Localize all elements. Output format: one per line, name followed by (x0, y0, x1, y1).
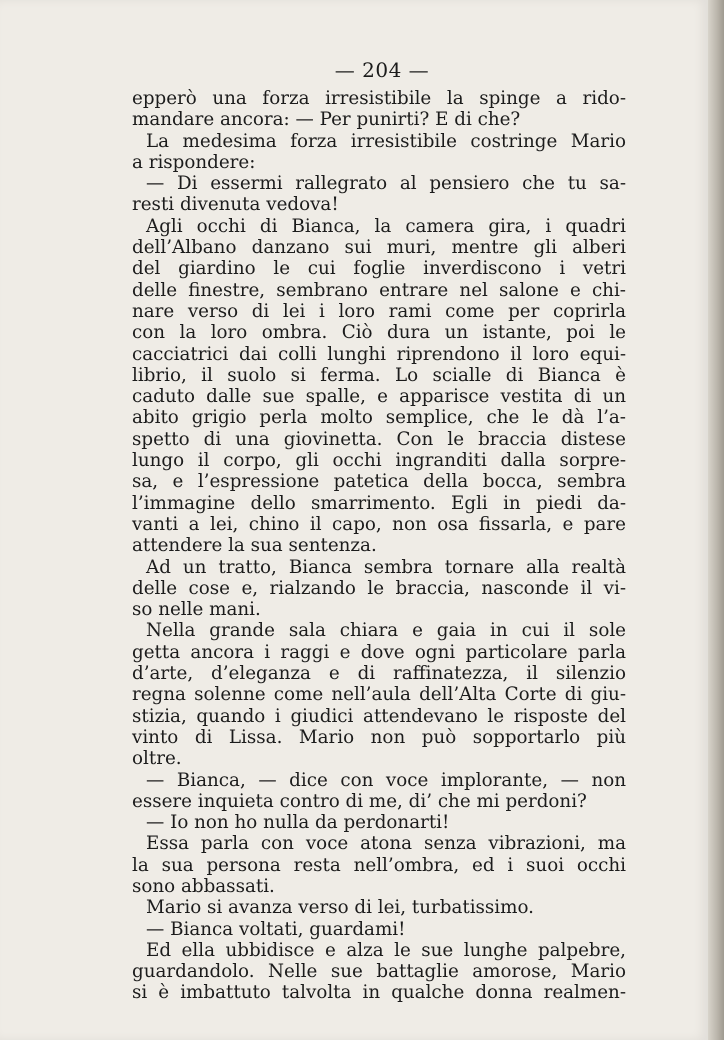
text-line: oltre. (132, 748, 182, 770)
text-line: delle cose e, rialzando le braccia, nasconde il vi- (132, 577, 626, 599)
text-line: Mario si avanza verso di lei, turbatissimo. (146, 897, 534, 919)
text-line: — Di essermi rallegrato al pensiero che tu sa- (146, 173, 626, 195)
text-line: vanti a lei, chino il capo, non osa fissarla, e pare (132, 513, 626, 535)
text-line: con la loro ombra. Ciò dura un istante, poi le (132, 322, 626, 344)
page-number: — 204 — (334, 58, 430, 82)
text-line: caduto dalle sue spalle, e apparisce vestita di un (132, 386, 626, 408)
text-line: Nella grande sala chiara e gaia in cui il sole (146, 620, 626, 642)
text-line: librio, il suolo si ferma. Lo scialle di Bianca è (132, 364, 626, 386)
text-line: si è imbattuto talvolta in qualche donna realmen- (132, 982, 626, 1004)
text-line: del giardino le cui foglie inverdiscono i vetri (132, 258, 626, 280)
text-line: l’immagine dello smarrimento. Egli in piedi da- (132, 492, 626, 514)
text-line: la sua persona resta nell’ombra, ed i suoi occhi (132, 854, 626, 876)
text-line: epperò una forza irresistibile la spinge a rido- (132, 88, 626, 109)
text-line: guardandolo. Nelle sue battaglie amorose, Mario (132, 961, 626, 983)
text-line: attendere la sua sentenza. (132, 535, 377, 557)
text-line: delle finestre, sembrano entrare nel salone e chi- (132, 279, 626, 301)
text-line: — Io non ho nulla da perdonarti! (146, 812, 450, 834)
text-line: so nelle mani. (132, 599, 261, 621)
text-line: d’arte, d’eleganza e di raffinatezza, il silenzio (132, 663, 626, 685)
text-line: sa, e l’espressione patetica della bocca, sembra (132, 471, 626, 493)
body-text (132, 88, 626, 1004)
text-line: La medesima forza irresistibile costringe Mario (146, 130, 626, 152)
text-line: dell’Albano danzano sui muri, mentre gli alberi (132, 237, 626, 259)
text-line: nare verso di lei i loro rami come per coprirla (132, 300, 626, 322)
text-line: lungo il corpo, gli occhi ingranditi dalla sorpre- (132, 450, 626, 472)
book-spine-edge (708, 0, 724, 1040)
text-line: Essa parla con voce atona senza vibrazioni, ma (146, 833, 626, 855)
text-line: mandare ancora: — Per punirti? E di che? (132, 109, 521, 131)
text-line: stizia, quando i giudici attendevano le risposte del (132, 705, 626, 727)
text-line: regna solenne come nell’aula dell’Alta Corte di giu- (132, 684, 626, 706)
text-line: Agli occhi di Bianca, la camera gira, i quadri (146, 215, 626, 237)
text-line: Ed ella ubbidisce e alza le sue lunghe palpebre, (146, 939, 626, 961)
text-line: a rispondere: (132, 151, 256, 173)
text-line: — Bianca voltati, guardami! (146, 918, 406, 940)
text-line: Ad un tratto, Bianca sembra tornare alla realtà (146, 556, 626, 578)
text-line: — Bianca, — dice con voce implorante, — non (146, 769, 626, 791)
text-line: sono abbassati. (132, 875, 275, 897)
text-line: vinto di Lissa. Mario non può sopportarlo più (132, 726, 626, 748)
text-line: essere inquieta contro di me, di’ che mi perdoni? (132, 790, 587, 812)
text-line: abito grigio perla molto semplice, che le dà l’a- (132, 407, 626, 429)
text-line: getta ancora i raggi e dove ogni particolare parla (132, 641, 626, 663)
text-line: resti divenuta vedova! (132, 194, 339, 216)
text-line: cacciatrici dai colli lunghi riprendono il loro equi- (132, 343, 626, 365)
text-line: spetto di una giovinetta. Con le braccia distese (132, 428, 626, 450)
